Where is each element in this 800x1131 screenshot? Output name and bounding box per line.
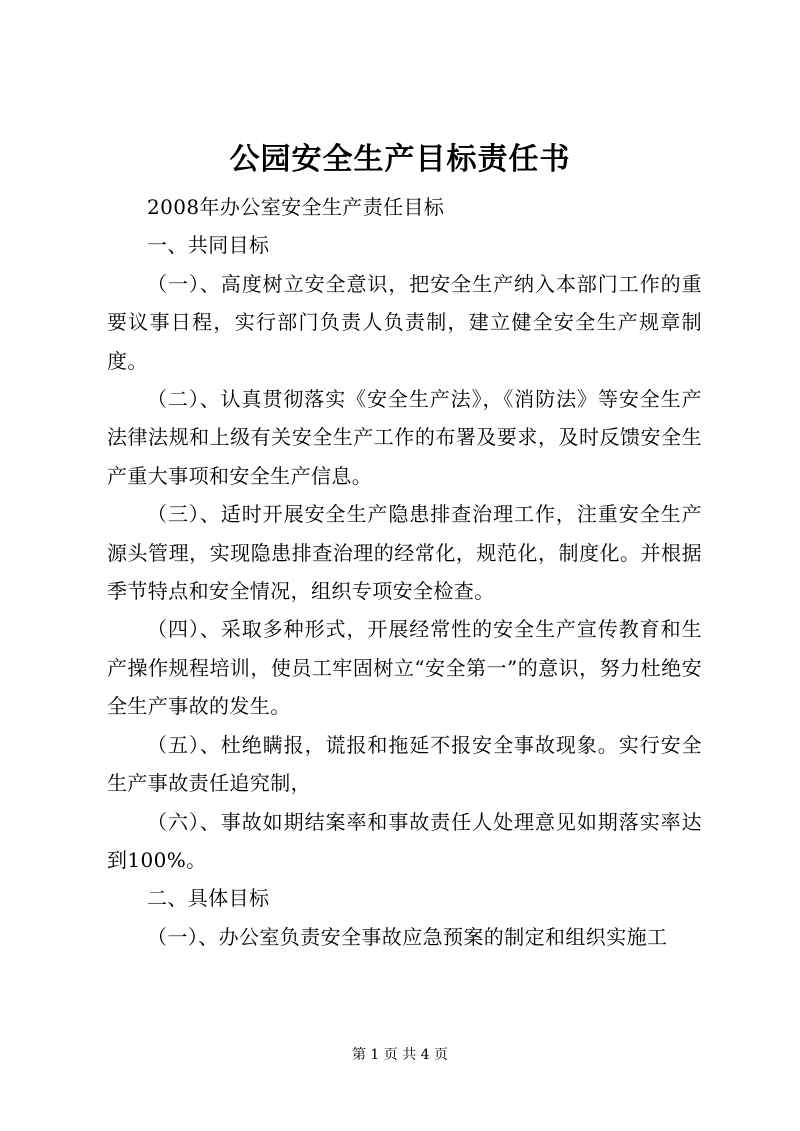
document-title: 公园安全生产目标责任书: [229, 142, 571, 177]
paragraph-item-3: （三）、适时开展安全生产隐患排查治理工作，注重安全生产源头管理，实现隐患排查治理的经常化，规范化，制度化。并根据季节特点和安全情况，组织专项安全检查。: [107, 502, 702, 604]
paragraph-item-5: （五）、杜绝瞒报，谎报和拖延不报安全事故现象。实行安全生产事故责任追究制，: [107, 732, 702, 796]
paragraph-item-2: （二）、认真贯彻落实《安全生产法》，《消防法》等安全生产法律法规和上级有关安全生产工作的布署及要求，及时反馈安全生产重大事项和安全生产信息。: [107, 387, 702, 488]
paragraph-item-6: （六）、事故如期结案率和事故责任人处理意见如期落实率达到100%。: [107, 809, 702, 872]
page-footer: 第 1 页 共 4 页: [351, 1047, 449, 1063]
subtitle-line: 2008年办公室安全生产责任目标: [147, 195, 445, 219]
section-heading-common-goals: 一、共同目标: [147, 233, 270, 258]
paragraph-item-7: （一）、办公室负责安全事故应急预案的制定和组织实施工: [147, 924, 668, 949]
paragraph-item-4: （四）、采取多种形式，开展经常性的安全生产宣传教育和生产操作规程培训，使员工牢固树立“安全第一”的意识，努力杜绝安全生产事故的发生。: [107, 617, 702, 719]
section-heading-specific-goals: 二、具体目标: [147, 886, 270, 911]
document-body: [107, 188, 702, 956]
paragraph-item-1: （一）、高度树立安全意识，把安全生产纳入本部门工作的重要议事日程，实行部门负责人负责制，建立健全安全生产规章制度。: [107, 271, 702, 373]
